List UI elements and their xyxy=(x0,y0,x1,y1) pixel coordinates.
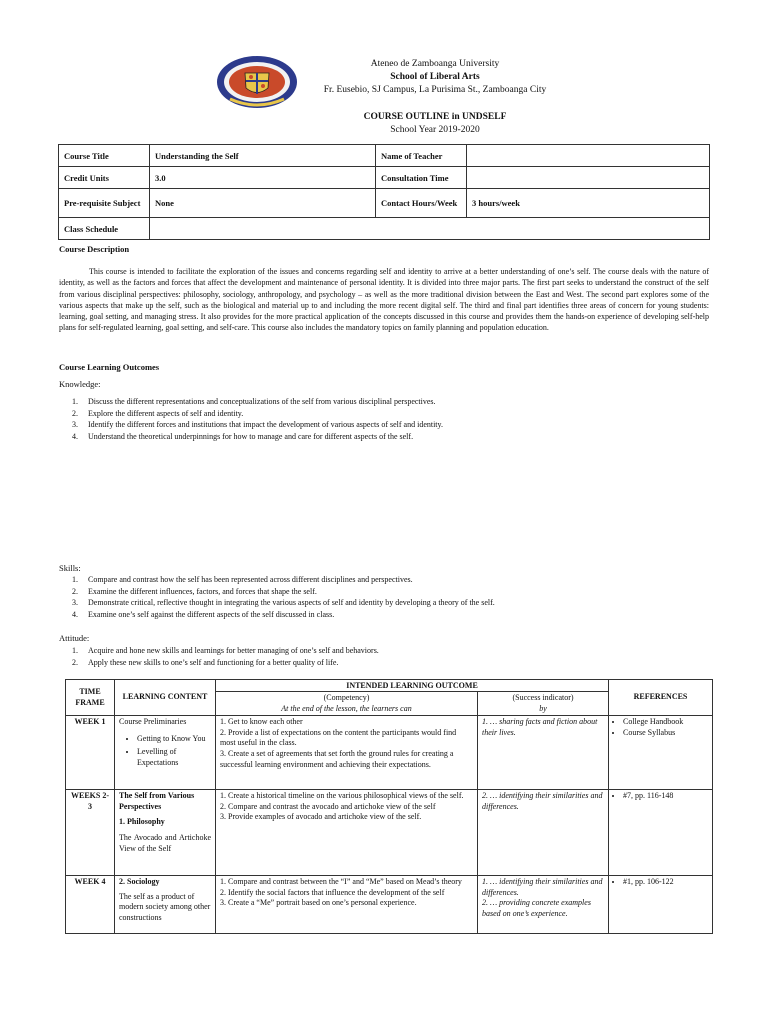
list-number: 2. xyxy=(72,657,78,667)
contact-hours-value: 3 hours/week xyxy=(467,189,710,218)
list-number: 2. xyxy=(72,408,78,418)
references-header: REFERENCES xyxy=(609,680,713,716)
contact-hours-label: Contact Hours/Week xyxy=(376,189,467,218)
table-row xyxy=(66,716,713,790)
references-cell xyxy=(609,716,713,790)
ilo-header: INTENDED LEARNING OUTCOME xyxy=(216,680,609,692)
course-title-label: Course Title xyxy=(59,145,150,167)
course-description-body: This course is intended to facilitate the exploration of the issues and concerns regarding self and identity to arrive at a better understanding of one’s self. The course deals with the nature of identity, as well as the factors and forces that affect the development and maintenance of personal identity. It is divided into three major parts. The first part seeks to understand the construct of the self from various disciplinal perspectives: philosophy, sociology, anthropology, and psychology – as well as the more traditional division between the East and West. The second part explores some of the various aspects that make up the self, such as the biological and material up to and including the more recent digital self. The third and final part identifies three areas of concern for young students: learning, goal setting, and managing stress. It also provides for the more practical application of the concepts discussed in this course and provides them the hands-on experience of developing self-help plans for self-regulated learning, goal setting, and self-care. This course also includes the mandatory topics on family planning and population education. xyxy=(59,267,709,333)
content-title: The Self from Various Perspectives xyxy=(119,791,195,811)
list-text: Examine one’s self against the different aspects of the self discussed in class. xyxy=(88,609,335,619)
table-row xyxy=(59,145,710,167)
reference-item: • College Handbook xyxy=(623,717,708,728)
knowledge-list xyxy=(72,396,443,442)
competency-cell: 1. Create a historical timeline on the various philosophical views of the self. 2. Compare and contrast the avocado and artichoke view of the self 3. Provide examples of avocado and artichoke view of the self. xyxy=(216,790,478,876)
class-schedule-label: Class Schedule xyxy=(59,218,150,240)
class-schedule-value xyxy=(150,218,710,240)
competency-label: (Competency) xyxy=(323,693,370,702)
prereq-value: None xyxy=(150,189,376,218)
course-outline-title: COURSE OUTLINE in UNDSELF xyxy=(363,112,507,122)
list-item xyxy=(72,645,379,657)
content-title: Course Preliminaries xyxy=(119,717,187,727)
list-text: Explore the different aspects of self and identity. xyxy=(88,408,244,418)
list-text: Compare and contrast how the self has been represented across different disciplines and perspectives. xyxy=(88,575,413,584)
list-number: 4. xyxy=(72,431,78,441)
learning-content-header: LEARNING CONTENT xyxy=(115,680,216,716)
reference-item: • #1, pp. 106-122 xyxy=(623,877,708,888)
list-item xyxy=(72,586,495,598)
list-number: 3. xyxy=(72,420,78,430)
references-cell xyxy=(609,876,713,934)
list-item xyxy=(72,597,495,609)
knowledge-label: Knowledge: xyxy=(59,379,101,389)
reference-item: • #7, pp. 116-148 xyxy=(623,791,708,802)
learning-content-cell xyxy=(115,876,216,934)
school-year: School Year 2019-2020 xyxy=(390,124,480,135)
teacher-value xyxy=(467,145,710,167)
success-sub: by xyxy=(539,703,547,713)
course-description-text xyxy=(59,266,709,334)
list-item xyxy=(72,431,443,443)
list-number: 1. xyxy=(72,575,78,584)
attitude-label: Attitude: xyxy=(59,633,90,643)
content-bullets xyxy=(119,734,211,769)
table-row xyxy=(59,167,710,189)
content-subtitle: 2. Sociology xyxy=(119,877,160,887)
consultation-label: Consultation Time xyxy=(376,167,467,189)
letterhead xyxy=(250,58,620,97)
list-text: Demonstrate critical, reflective thought in integrating the various aspects of self and identity by developing a theory of the self. xyxy=(88,598,495,608)
time-frame-header: TIME FRAME xyxy=(66,680,115,716)
list-text: Examine the different influences, factors, and forces that shape the self. xyxy=(88,586,317,596)
time-frame-cell: WEEK 4 xyxy=(66,876,115,934)
references-cell xyxy=(609,790,713,876)
learning-content-cell xyxy=(115,716,216,790)
time-frame-cell: WEEKS 2-3 xyxy=(66,790,115,876)
list-number: 1. xyxy=(72,646,78,655)
list-item: • Getting to Know You xyxy=(137,734,211,745)
skills-list xyxy=(72,574,495,620)
table-row xyxy=(59,218,710,240)
success-cell: 1. … identifying their similarities and differences. 2. … providing concrete examples based on one’s experience. xyxy=(478,876,609,934)
references-list xyxy=(613,717,708,738)
time-frame-cell: WEEK 1 xyxy=(66,716,115,790)
course-title-value: Understanding the Self xyxy=(150,145,376,167)
success-cell: 2. … identifying their similarities and differences. xyxy=(478,790,609,876)
content-text: The Avocado and Artichoke View of the Self xyxy=(119,832,211,853)
references-list xyxy=(613,791,708,802)
course-description-heading: Course Description xyxy=(59,244,130,254)
list-item xyxy=(72,396,443,408)
list-number: 2. xyxy=(72,586,78,596)
success-indicator-header xyxy=(478,692,609,716)
success-cell: 1. … sharing facts and fiction about their lives. xyxy=(478,716,609,790)
list-text: Discuss the different representations and conceptualizations of the self from various disciplinal perspectives. xyxy=(88,397,436,406)
teacher-label: Name of Teacher xyxy=(376,145,467,167)
learning-content-cell xyxy=(115,790,216,876)
document-title xyxy=(250,111,620,136)
competency-sub: At the end of the lesson, the learners can xyxy=(281,703,412,713)
table-row xyxy=(66,790,713,876)
reference-item: • Course Syllabus xyxy=(623,728,708,739)
list-item xyxy=(72,408,443,420)
course-plan-table xyxy=(65,679,713,934)
competency-cell: 1. Get to know each other 2. Provide a list of expectations on the content the participants would find most useful in the class. 3. Create a set of agreements that set forth the ground rules for creating a successful learning environment and achieving their expectations. xyxy=(216,716,478,790)
content-subtitle: 1. Philosophy xyxy=(119,817,165,827)
competency-cell: 1. Compare and contrast between the “I” and “Me” based on Mead’s theory 2. Identify the social factors that influence the development of the self 3. Create a “Me” portrait based on one’s personal experience. xyxy=(216,876,478,934)
list-item xyxy=(72,657,379,669)
list-item xyxy=(72,419,443,431)
credit-units-label: Credit Units xyxy=(59,167,150,189)
learning-outcomes-heading: Course Learning Outcomes xyxy=(59,362,160,372)
table-row xyxy=(66,876,713,934)
list-item xyxy=(72,574,495,586)
table-row xyxy=(59,189,710,218)
school-name: School of Liberal Arts xyxy=(390,72,480,82)
list-number: 1. xyxy=(72,397,78,406)
prereq-label: Pre-requisite Subject xyxy=(59,189,150,218)
competency-header xyxy=(216,692,478,716)
references-list xyxy=(613,877,708,888)
consultation-value xyxy=(467,167,710,189)
skills-label: Skills: xyxy=(59,563,81,573)
university-name: Ateneo de Zamboanga University xyxy=(370,59,500,69)
list-item xyxy=(72,609,495,621)
campus-address: Fr. Eusebio, SJ Campus, La Purisima St., Zamboanga City xyxy=(323,85,547,95)
list-item: • Levelling of Expectations xyxy=(137,747,211,768)
list-text: Understand the theoretical underpinnings for how to manage and care for different aspects of the self. xyxy=(88,431,414,441)
list-number: 3. xyxy=(72,598,78,608)
list-text: Apply these new skills to one’s self and functioning for a better quality of life. xyxy=(88,657,339,667)
credit-units-value: 3.0 xyxy=(150,167,376,189)
list-text: Identify the different forces and institutions that impact the development of various aspects of self and identity. xyxy=(88,420,444,430)
list-text: Acquire and hone new skills and learnings for better managing of one’s self and behaviors. xyxy=(88,646,379,655)
course-info-table xyxy=(58,144,710,240)
content-text: The self as a product of modern society among other constructions xyxy=(119,891,211,922)
list-number: 4. xyxy=(72,609,78,619)
table-header-row xyxy=(66,680,713,692)
attitude-list xyxy=(72,645,379,668)
success-label: (Success indicator) xyxy=(512,693,574,702)
